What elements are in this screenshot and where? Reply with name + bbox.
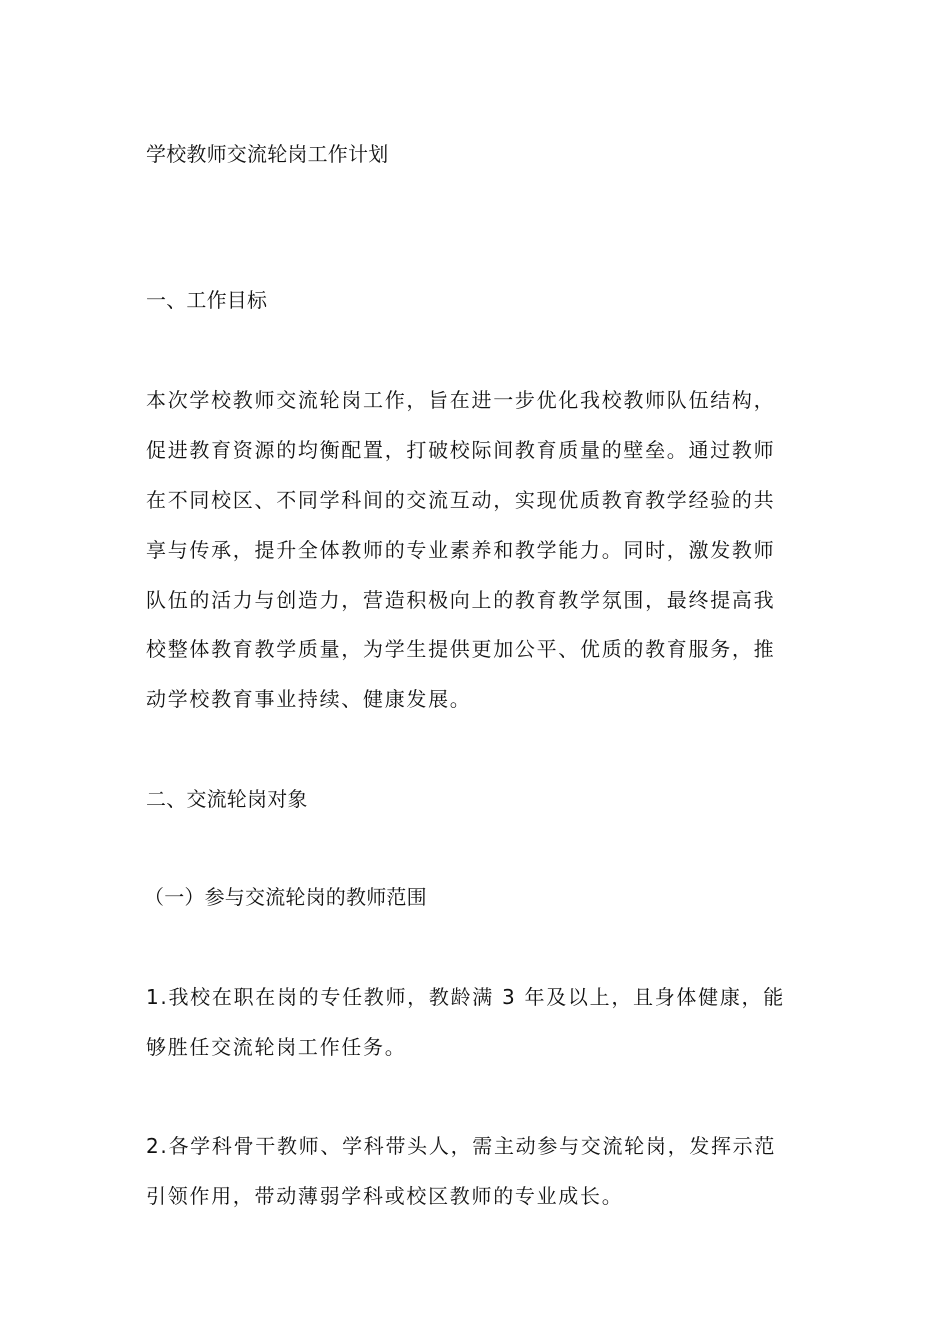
paragraph-line: 本次学校教师交流轮岗工作，旨在进一步优化我校教师队伍结构， [146, 388, 776, 412]
paragraph-line: 享与传承，提升全体教师的专业素养和教学能力。同时，激发教师 [146, 538, 776, 562]
document-title: 学校教师交流轮岗工作计划 [146, 142, 389, 166]
list-item-line: 1.我校在职在岗的专任教师，教龄满 3 年及以上，且身体健康，能 [146, 985, 785, 1009]
section2-subheading: （一）参与交流轮岗的教师范围 [144, 885, 427, 909]
paragraph-line: 队伍的活力与创造力，营造积极向上的教育教学氛围，最终提高我 [146, 588, 776, 612]
list-item-line: 引领作用，带动薄弱学科或校区教师的专业成长。 [146, 1184, 624, 1208]
section1-heading: 一、工作目标 [146, 288, 268, 312]
paragraph-line: 动学校教育事业持续、健康发展。 [146, 687, 472, 711]
paragraph-line: 促进教育资源的均衡配置，打破校际间教育质量的壁垒。通过教师 [146, 438, 776, 462]
paragraph-line: 在不同校区、不同学科间的交流互动，实现优质教育教学经验的共 [146, 488, 776, 512]
list-item-line: 够胜任交流轮岗工作任务。 [146, 1035, 407, 1059]
list-item-line: 2.各学科骨干教师、学科带头人，需主动参与交流轮岗，发挥示范 [146, 1134, 777, 1158]
section2-heading: 二、交流轮岗对象 [146, 787, 308, 811]
paragraph-line: 校整体教育教学质量，为学生提供更加公平、优质的教育服务，推 [146, 637, 776, 661]
